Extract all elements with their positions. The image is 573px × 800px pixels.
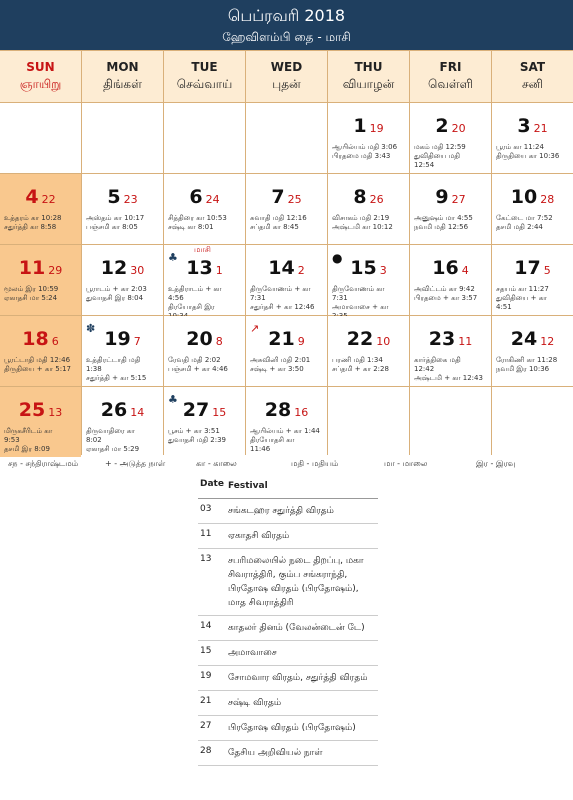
tamil-date: 4	[461, 264, 469, 277]
day-number: 26	[100, 399, 128, 421]
day-number: 22	[346, 328, 374, 350]
day-cell[interactable]	[328, 174, 409, 244]
day-number: 24	[510, 328, 538, 350]
tamil-date: 22	[41, 193, 56, 206]
festival-row	[198, 691, 378, 716]
empty-day-cell	[0, 103, 81, 173]
weekday-ta: புதன்	[272, 77, 301, 91]
weekday-en: TUE	[191, 60, 218, 74]
festival-row	[198, 524, 378, 549]
festival-name: சோமவார விரதம், சதுர்த்தி விரதம்	[228, 673, 368, 683]
festival-row	[198, 716, 378, 741]
day-cell[interactable]	[164, 245, 245, 315]
tamil-date: 3	[379, 264, 387, 277]
day-details: பூசம் + கா 3:51 துவாதசி மதி 2:39	[168, 427, 227, 444]
festival-row	[198, 499, 378, 524]
tamil-date: 14	[130, 406, 145, 419]
weekday-ta: திங்கள்	[103, 77, 142, 91]
new-moon-icon: ●	[332, 251, 343, 265]
day-cell[interactable]	[492, 103, 573, 173]
day-details: அவிட்டம் கா 9:42 பிரதமை + கா 3:57	[414, 285, 478, 302]
tamil-date: 11	[458, 335, 473, 348]
day-details: ரேவதி மதி 2:02 பஞ்சமி + கா 4:46	[168, 356, 228, 373]
day-cell[interactable]	[410, 103, 491, 173]
legend-item: மதி - மதியம்	[291, 459, 339, 468]
weekday-en: MON	[106, 60, 139, 74]
day-cell[interactable]	[328, 103, 409, 173]
empty-day-cell	[82, 103, 163, 173]
tamil-date: 28	[540, 193, 555, 206]
day-details: திருவோணம் + கா 7:31 சதுர்தசி + கா 12:46	[250, 285, 315, 311]
tamil-date: 12	[540, 335, 555, 348]
tamil-date: 7	[133, 335, 141, 348]
tamil-date: 13	[48, 406, 63, 419]
festival-date: 15	[200, 646, 212, 656]
weekday-header	[164, 51, 245, 102]
tamil-date: 8	[215, 335, 223, 348]
date-column-header: Date	[200, 479, 224, 489]
day-details: உத்தரம் கா 10:28 சதுர்த்தி கா 8:58	[4, 214, 62, 231]
weekday-en: SUN	[26, 60, 55, 74]
day-number: 5	[107, 186, 121, 208]
festival-row	[198, 741, 378, 766]
day-number: 28	[264, 399, 292, 421]
day-details: சதயம் கா 11:27 துவிதியை + கா 4:51	[496, 285, 549, 311]
day-number: 3	[517, 115, 531, 137]
festival-name: பிரதோஷ விரதம் (பிரதோஷம்)	[228, 723, 356, 733]
day-cell[interactable]	[492, 174, 573, 244]
tamil-date: 16	[294, 406, 309, 419]
day-cell[interactable]	[328, 245, 409, 315]
calendar-grid	[0, 50, 573, 455]
weekday-header	[82, 51, 163, 102]
tamil-date: 19	[369, 122, 384, 135]
day-details: சித்திரை கா 10:53 சஷ்டி கா 8:01	[168, 214, 227, 231]
weekday-ta: செவ்வாய்	[176, 77, 233, 91]
empty-day-cell	[492, 387, 573, 457]
day-details: அனுஷம் மா 4:55 நவமி மதி 12:56	[414, 214, 473, 231]
festival-name: அமாவாசை	[228, 648, 277, 658]
festival-date: 14	[200, 621, 212, 631]
festival-date: 19	[200, 671, 212, 681]
tamil-date: 24	[205, 193, 220, 206]
festival-row	[198, 549, 378, 616]
day-cell[interactable]	[82, 174, 163, 244]
tamil-date: 23	[123, 193, 138, 206]
page-subtitle: ஹேவிளம்பி தை - மாசி	[222, 30, 351, 44]
weekday-en: THU	[354, 60, 383, 74]
legend-item: கா - காலை	[196, 459, 237, 468]
day-cell[interactable]	[0, 245, 81, 315]
tamil-date: 25	[287, 193, 302, 206]
festival-name: காதலர் தினம் (வேலன்டைன் டே)	[228, 623, 365, 633]
day-details: பரணி மதி 1:34 சப்தமி + கா 2:28	[332, 356, 389, 373]
legend	[0, 455, 573, 471]
day-details: திருவோணம் கா 7:31 அமாவாசை + கா	[332, 285, 389, 311]
day-number: 12	[100, 257, 128, 279]
legend-item: மா - மாலை	[384, 459, 428, 468]
day-cell[interactable]	[492, 245, 573, 315]
day-number: 25	[18, 399, 46, 421]
day-cell[interactable]	[0, 174, 81, 244]
day-cell[interactable]	[82, 387, 163, 457]
festival-figure-icon: ♣	[168, 251, 178, 264]
empty-day-cell	[328, 387, 409, 457]
weekday-ta: சனி	[522, 77, 543, 91]
day-details: கார்த்திகை மதி 12:42 அஷ்டமி + கா 12:43	[414, 356, 483, 382]
tamil-date: 27	[451, 193, 466, 206]
day-details: அசுவினி மதி 2:01 சஷ்டி + கா 3:50	[250, 356, 311, 373]
day-number: 21	[268, 328, 295, 350]
deity-icon: ✽	[86, 322, 96, 335]
festival-figure-icon: ♣	[168, 393, 178, 406]
legend-item: இர - இரவு	[476, 459, 516, 468]
day-number: 17	[514, 257, 541, 279]
festival-date: 13	[200, 554, 212, 564]
festival-table	[198, 474, 378, 766]
day-number: 14	[268, 257, 295, 279]
day-cell[interactable]	[410, 316, 491, 386]
festival-date: 27	[200, 721, 212, 731]
festival-date: 11	[200, 529, 212, 539]
day-details: பூராடம் + கா 2:03 துவாதசி இர 8:04	[86, 285, 147, 302]
day-number: 2	[435, 115, 449, 137]
day-details: உத்திராடம் + கா 4:56 திரயோதசி இர	[168, 285, 222, 311]
day-details: உத்திரட்டாதி மதி 1:38 சதுர்த்தி + கா 5:15	[86, 356, 147, 382]
day-cell[interactable]	[164, 316, 245, 386]
festival-row	[198, 616, 378, 641]
day-number: 8	[353, 186, 367, 208]
day-number: 6	[189, 186, 203, 208]
day-details: ரோகிணி கா 11:28 நவமி இர 10:36	[496, 356, 558, 373]
tamil-date: 29	[48, 264, 63, 277]
day-details: திருவாதிரை கா 8:02 ஏகாதசி மா 5:29	[86, 427, 140, 453]
festival-row	[198, 666, 378, 691]
weekday-en: SAT	[519, 60, 546, 74]
day-details: சுவாதி மதி 12:16 சப்தமி கா 8:45	[250, 214, 307, 231]
weekday-en: FRI	[439, 60, 462, 74]
day-details: ஆயில்யம் + கா 1:44 திரயோதசி கா 11:46	[250, 427, 320, 453]
day-details: கேட்டை மா 7:52 தசமி மதி 2:44	[496, 214, 553, 231]
month-tag: மாசி	[194, 245, 211, 254]
festival-name: சங்கடஹர சதுர்த்தி விரதம்	[228, 506, 334, 516]
day-details: மூலம் இர 10:59 ஏகாதசி மா 5:24	[4, 285, 59, 302]
day-cell[interactable]	[0, 316, 81, 386]
festival-date: 03	[200, 504, 212, 514]
festival-table-header	[198, 474, 378, 499]
day-details: ஆயில்யம் மதி 3:06 பிரதமை மதி 3:43	[332, 143, 398, 160]
festival-date: 28	[200, 746, 212, 756]
day-details: விசாகம் மதி 2:19 அஷ்டமி கா 10:12	[332, 214, 393, 231]
spear-icon: ↗	[250, 322, 260, 335]
tamil-date: 26	[369, 193, 384, 206]
day-details: மகம் மதி 12:59 துவிதியை மதி 12:54	[414, 143, 466, 169]
festival-date: 21	[200, 696, 212, 706]
day-details: மிருகசீரிடம் கா 9:53 தசமி இர 8:09	[4, 427, 53, 453]
tamil-date: 15	[212, 406, 227, 419]
day-details: அஸ்தம் கா 10:17 பஞ்சமி கா 8:05	[86, 214, 145, 231]
page-title: பெப்ரவரி 2018	[227, 6, 346, 25]
tamil-date: 10	[376, 335, 391, 348]
day-cell[interactable]	[246, 387, 327, 457]
day-cell[interactable]	[246, 174, 327, 244]
day-cell[interactable]	[492, 316, 573, 386]
weekday-en: WED	[270, 60, 303, 74]
calendar-header	[0, 0, 573, 50]
day-cell[interactable]	[164, 387, 245, 457]
legend-item: + - அடுத்த நாள்	[105, 459, 166, 468]
day-number: 9	[435, 186, 449, 208]
tamil-date: 21	[533, 122, 548, 135]
day-number: 18	[22, 328, 49, 350]
day-cell[interactable]	[82, 245, 163, 315]
tamil-date: 9	[297, 335, 305, 348]
legend-item: சந - சந்திராஷ்டமம்	[8, 459, 79, 468]
festival-column-header: Festival	[228, 481, 268, 491]
day-number: 1	[353, 115, 367, 137]
tamil-date: 5	[543, 264, 551, 277]
day-cell[interactable]	[164, 174, 245, 244]
day-cell[interactable]	[410, 174, 491, 244]
day-cell[interactable]	[246, 316, 327, 386]
tamil-date: 30	[130, 264, 145, 277]
day-details: பூரம் கா 11:24 திருதியை கா 10:36	[496, 143, 560, 160]
tamil-date: 1	[215, 264, 223, 277]
day-number: 23	[428, 328, 456, 350]
festival-name: ஏகாதசி விரதம்	[228, 531, 290, 541]
weekday-ta: ஞாயிறு	[19, 77, 62, 91]
tamil-date: 6	[51, 335, 59, 348]
tamil-date: 20	[451, 122, 466, 135]
weekday-header	[492, 51, 573, 102]
festival-name: சஷ்டி விரதம்	[228, 698, 282, 708]
day-number: 27	[182, 399, 210, 421]
weekday-header	[410, 51, 491, 102]
day-number: 16	[432, 257, 459, 279]
day-cell[interactable]	[410, 245, 491, 315]
empty-day-cell	[410, 387, 491, 457]
weekday-header	[246, 51, 327, 102]
festival-name: சபரிமலையில் நடை திறப்பு, மகா சிவராத்திரி, கும்ப சங்கராந்தி, பிரதோஷ விரதம் (பிரதோஷம்), மாத சிவராத்திரி	[228, 556, 364, 608]
festival-name: தேசிய அறிவியல் நாள்	[228, 748, 323, 758]
day-number: 10	[510, 186, 538, 208]
tamil-date: 2	[297, 264, 305, 277]
day-cell[interactable]	[82, 316, 163, 386]
festival-row	[198, 641, 378, 666]
day-number: 19	[104, 328, 131, 350]
day-number: 20	[186, 328, 213, 350]
empty-day-cell	[246, 103, 327, 173]
weekday-ta: வெள்ளி	[428, 77, 473, 91]
weekday-header	[0, 51, 81, 102]
weekday-header	[328, 51, 409, 102]
day-details: பூரட்டாதி மதி 12:46 திருதியை + கா 5:17	[4, 356, 71, 373]
weekday-ta: வியாழன்	[342, 77, 395, 91]
day-cell[interactable]	[0, 387, 81, 457]
day-number: 11	[18, 257, 46, 279]
day-number: 4	[25, 186, 39, 208]
empty-day-cell	[164, 103, 245, 173]
day-cell[interactable]	[328, 316, 409, 386]
day-number: 15	[350, 257, 377, 279]
day-number: 7	[271, 186, 285, 208]
day-cell[interactable]	[246, 245, 327, 315]
day-number: 13	[186, 257, 213, 279]
